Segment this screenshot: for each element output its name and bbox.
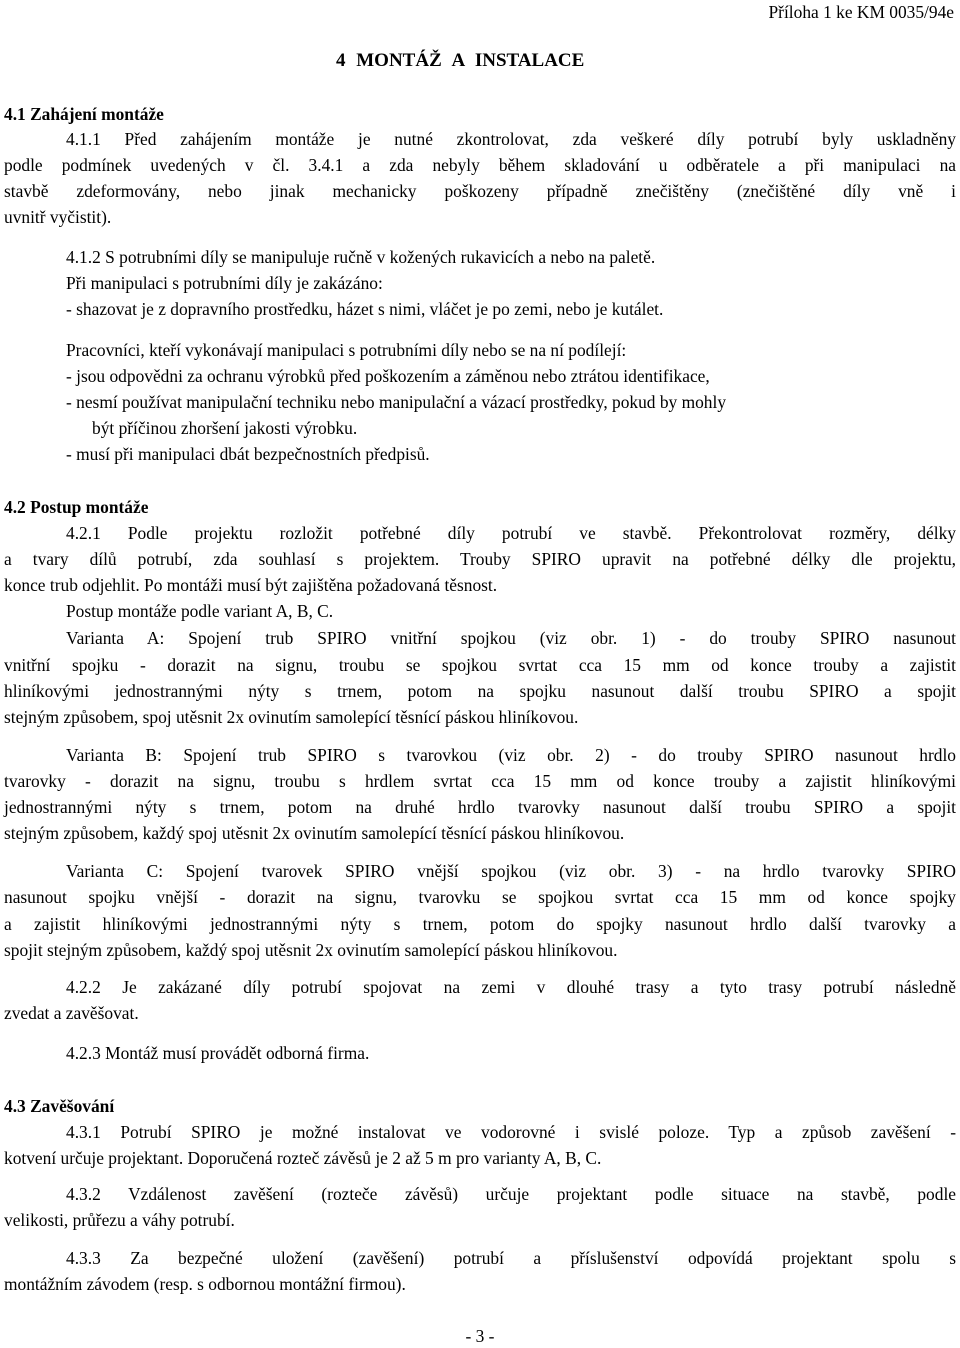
paragraph-4-1-2: 4.1.2 S potrubními díly se manipuluje ručně v kožených rukavicích a nebo na paletě. [66,247,656,267]
workers-list-item: být příčinou zhoršení jakosti výrobku. [92,418,358,438]
variant-a: stejným způsobem, spoj utěsnit 2x ovinutím samolepící těsnící páskou hliníkovou. [4,707,579,727]
variant-b: Varianta B: Spojení trub SPIRO s tvarovkou (viz obr. 2) - do trouby SPIRO nasunout hrdlo [66,745,956,765]
variant-c: nasunout spojku vnější - dorazit na signu, tvarovku se spojkou svrtat cca 15 mm od konce spojky [4,887,956,907]
variant-c: spojit stejným způsobem, každý spoj utěsnit 2x ovinutím samolepící páskou hliníkovou. [4,940,618,960]
paragraph-4-2-1: 4.2.1 Podle projektu rozložit potřebné díly potrubí ve stavbě. Překontrolovat rozměry, délky [66,523,956,543]
paragraph-4-2-2: zvedat a zavěšovat. [4,1003,139,1023]
workers-list-item: - nesmí používat manipulační techniku nebo manipulační a vázací prostředky, pokud by mohly [66,392,727,412]
paragraph-4-3-2: velikosti, průřezu a váhy potrubí. [4,1210,235,1230]
workers-list-item: - jsou odpovědni za ochranu výrobků před poškozením a záměnou nebo ztrátou identifikace, [66,366,710,386]
paragraph-4-3-3: 4.3.3 Za bezpečné uložení (zavěšení) potrubí a příslušenství odpovídá projektant spolu s [66,1248,956,1268]
workers-list-item: - musí při manipulaci dbát bezpečnostních předpisů. [66,444,430,464]
annex-label: Příloha 1 ke KM 0035/94e [768,2,954,22]
variant-a: vnitřní spojku - dorazit na signu, troubu se spojkou svrtat cca 15 mm od konce trouby a zajistit [4,655,956,675]
section-4-2-heading: 4.2 Postup montáže [4,497,149,517]
paragraph-4-1-2: - shazovat je z dopravního prostředku, házet s nimi, vláčet je po zemi, nebo je kutálet. [66,299,664,319]
paragraph-4-2-3: 4.2.3 Montáž musí provádět odborná firma. [66,1043,370,1063]
paragraph-4-2-1: Postup montáže podle variant A, B, C. [66,601,334,621]
variant-a: hliníkovými jednostrannými nýty s trnem, potom na spojku nasunout další troubu SPIRO a spojit [4,681,956,701]
variant-c: a zajistit hliníkovými jednostrannými nýty s trnem, potom do spojky nasunout hrdlo další tvarovky a [4,914,956,934]
variant-c: Varianta C: Spojení tvarovek SPIRO vnější spojkou (viz obr. 3) - na hrdlo tvarovky SPIRO [66,861,956,881]
variant-b: stejným způsobem, každý spoj utěsnit 2x ovinutím samolepící těsnící páskou hliníkovou. [4,823,625,843]
paragraph-4-3-2: 4.3.2 Vzdálenost zavěšení (rozteče závěsů) určuje projektant podle situace na stavbě, podle [66,1184,956,1204]
paragraph-4-3-3: montážním závodem (resp. s odbornou montážní firmou). [4,1274,406,1294]
paragraph-4-3-1: kotvení určuje projektant. Doporučená rozteč závěsů je 2 až 5 m pro varianty A, B, C. [4,1148,602,1168]
paragraph-4-1-1: stavbě zdeformovány, nebo jinak mechanicky poškozeny případně znečištěny (znečištěné díly vně i [4,181,956,201]
variant-b: jednostrannými nýty s trnem, potom na druhé hrdlo tvarovky nasunout další troubu SPIRO a spojit [4,797,956,817]
paragraph-4-3-1: 4.3.1 Potrubí SPIRO je možné instalovat ve vodorovné i svislé poloze. Typ a způsob zavěšení - [66,1122,956,1142]
paragraph-4-2-1: a tvary dílů potrubí, zda souhlasí s projektem. Trouby SPIRO upravit na potřebné délky dle projektu, [4,549,956,569]
paragraph-4-2-2: 4.2.2 Je zakázané díly potrubí spojovat na zemi v dlouhé trasy a tyto trasy potrubí následně [66,977,956,997]
section-4-3-heading: 4.3 Zavěšování [4,1096,115,1116]
workers-paragraph: Pracovníci, kteří vykonávají manipulaci s potrubními díly nebo se na ní podílejí: [66,340,627,360]
paragraph-4-2-1: konce trub odjehlit. Po montáži musí být zajištěna požadovaná těsnost. [4,575,498,595]
page-number: - 3 - [465,1326,495,1346]
paragraph-4-1-2: Při manipulaci s potrubními díly je zakázáno: [66,273,383,293]
paragraph-4-1-1: uvnitř vyčistit). [4,207,112,227]
variant-b: tvarovky - dorazit na signu, troubu s hrdlem svrtat cca 15 mm od konce trouby a zajistit hliníkovými [4,771,956,791]
paragraph-4-1-1: podle podmínek uvedených v čl. 3.4.1 a zda nebyly během skladování u odběratele a při manipulaci na [4,155,956,175]
paragraph-4-1-1: 4.1.1 Před zahájením montáže je nutné zkontrolovat, zda veškeré díly potrubí byly uskladněny [66,129,956,149]
section-4-1-heading: 4.1 Zahájení montáže [4,104,164,124]
chapter-title: 4 MONTÁŽ A INSTALACE [336,50,585,71]
variant-a: Varianta A: Spojení trub SPIRO vnitřní spojkou (viz obr. 1) - do trouby SPIRO nasunout [66,628,956,648]
